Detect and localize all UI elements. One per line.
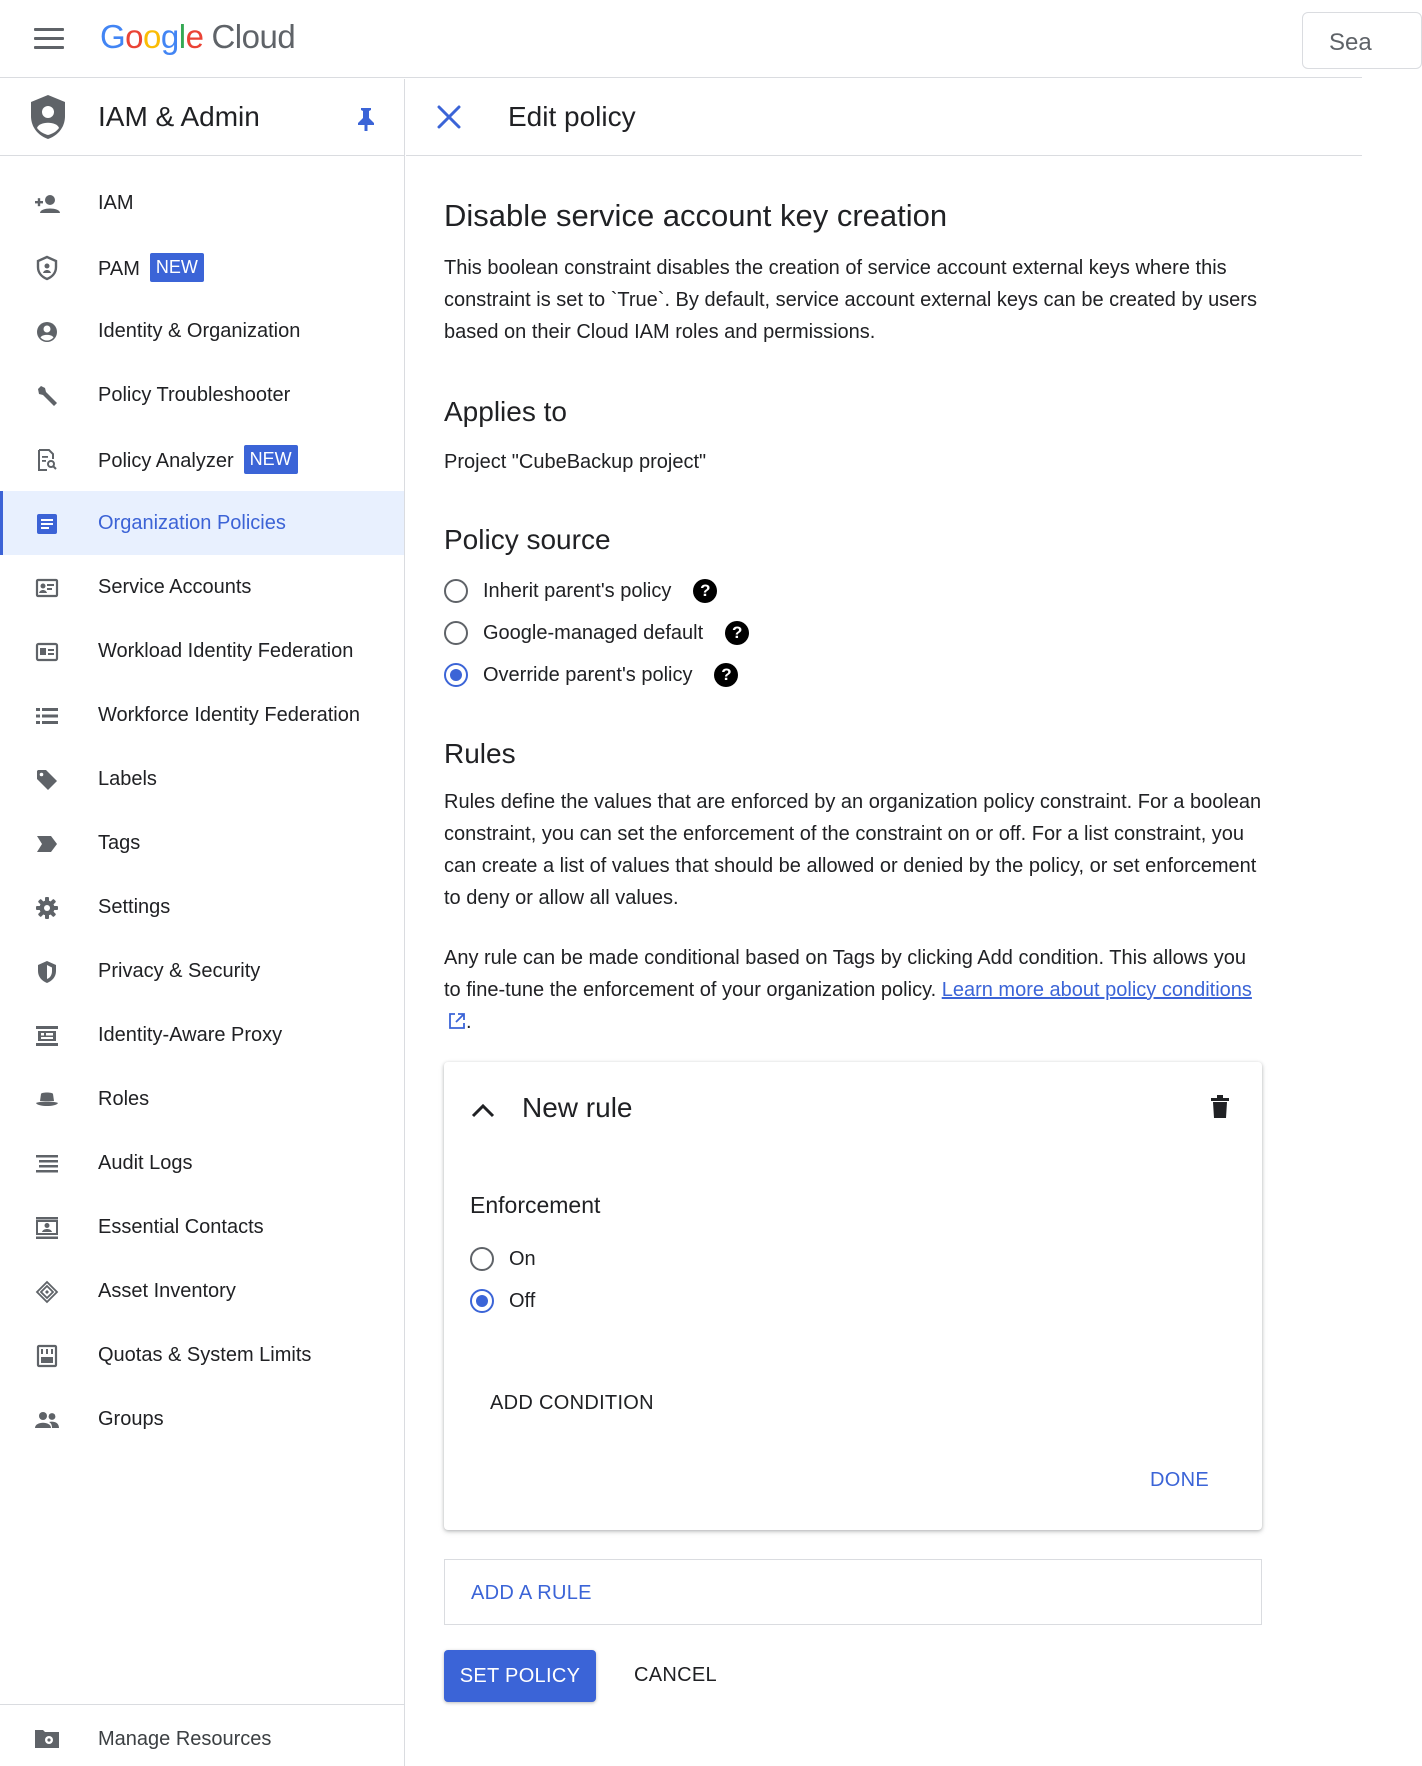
- radio-enforcement-on[interactable]: [470, 1244, 536, 1274]
- sidebar-item-label: Tags: [98, 831, 141, 854]
- applies-to-value: Project "CubeBackup project": [444, 451, 707, 473]
- layers-icon: [35, 1280, 59, 1304]
- label-icon: [35, 768, 59, 792]
- radio-button[interactable]: [444, 579, 468, 603]
- sidebar-item-label: Quotas & System Limits: [98, 1343, 312, 1366]
- quota-icon: [35, 1344, 59, 1368]
- delete-icon[interactable]: [1210, 1095, 1230, 1119]
- privacy-shield-icon: [35, 960, 59, 984]
- service-account-icon: [35, 576, 59, 600]
- done-button[interactable]: DONE: [1150, 1469, 1209, 1491]
- rules-description: Rules define the values that are enforced by an organization policy constraint. For a boolean constraint, you can set the enforcement of the constraint on or off. For a list constraint, you can create a list of values that should be allowed or denied by the policy, or set enforcement to deny or allow all values.: [444, 791, 1262, 909]
- sidebar-item-label: Service Accounts: [98, 575, 252, 598]
- lines-icon: [35, 1152, 59, 1176]
- set-policy-button[interactable]: SET POLICY: [444, 1650, 596, 1702]
- enforcement-heading: Enforcement: [470, 1192, 601, 1218]
- applies-to-heading: Applies to: [444, 396, 567, 427]
- sidebar-item-workforce-identity-federation[interactable]: [0, 683, 404, 747]
- cancel-button[interactable]: CANCEL: [634, 1664, 717, 1686]
- gear-icon: [35, 896, 59, 920]
- wrench-icon: [35, 384, 59, 408]
- id-card-icon: [35, 640, 59, 664]
- radio-label: Google-managed default: [483, 621, 704, 644]
- new-badge: NEW: [244, 445, 298, 474]
- learn-more-link-text: Learn more about policy conditions: [941, 979, 1252, 1001]
- manage-resources-label: Manage Resources: [98, 1728, 272, 1750]
- manage-resources-link[interactable]: [0, 1704, 404, 1766]
- sidebar-item-identity-organization[interactable]: [0, 299, 404, 363]
- radio-override-parent-policy[interactable]: [444, 660, 738, 690]
- radio-label: Inherit parent's policy: [483, 579, 672, 602]
- edit-policy-header: [406, 79, 1362, 156]
- sidebar-item-groups[interactable]: [0, 1387, 404, 1451]
- sidebar-item-essential-contacts[interactable]: [0, 1195, 404, 1259]
- sidebar-item-identity-aware-proxy[interactable]: [0, 1003, 404, 1067]
- sidebar-item-audit-logs[interactable]: [0, 1131, 404, 1195]
- iam-shield-icon: [28, 93, 68, 141]
- sidebar-item-label: Policy Analyzer: [98, 449, 234, 472]
- sidebar-item-label: Roles: [98, 1087, 150, 1110]
- proxy-icon: [35, 1024, 59, 1048]
- sidebar-item-service-accounts[interactable]: [0, 555, 404, 619]
- sidebar-item-label: Workload Identity Federation: [98, 639, 354, 662]
- sidebar: [0, 79, 405, 1766]
- new-badge: NEW: [150, 253, 204, 282]
- list-icon: [35, 704, 59, 728]
- add-rule-button[interactable]: ADD A RULE: [471, 1582, 592, 1604]
- sidebar-item-workload-identity-federation[interactable]: [0, 619, 404, 683]
- sidebar-item-privacy-security[interactable]: [0, 939, 404, 1003]
- sidebar-item-settings[interactable]: [0, 875, 404, 939]
- rules-heading: Rules: [444, 738, 516, 769]
- rule-title: New rule: [522, 1092, 633, 1123]
- pin-icon[interactable]: [355, 106, 377, 132]
- radio-label: Off: [509, 1289, 536, 1312]
- sidebar-item-label: Identity & Organization: [98, 319, 301, 342]
- chevron-up-icon[interactable]: [470, 1102, 496, 1118]
- sidebar-item-label: Organization Policies: [98, 511, 286, 534]
- radio-button[interactable]: [470, 1247, 494, 1271]
- add-condition-button[interactable]: ADD CONDITION: [490, 1392, 654, 1414]
- search-placeholder: Sea: [1329, 29, 1372, 56]
- document-icon: [35, 512, 59, 536]
- radio-google-managed-default[interactable]: [444, 618, 749, 648]
- conditional-text: [444, 942, 1264, 1038]
- radio-enforcement-off[interactable]: [470, 1286, 535, 1316]
- sidebar-item-label: Workforce Identity Federation: [98, 703, 360, 726]
- sidebar-item-roles[interactable]: [0, 1067, 404, 1131]
- sidebar-item-label: Asset Inventory: [98, 1279, 236, 1302]
- menu-icon[interactable]: [34, 28, 64, 50]
- sidebar-item-label: Privacy & Security: [98, 959, 261, 982]
- sidebar-item-policy-troubleshooter[interactable]: [0, 363, 404, 427]
- manage-folder-icon: [34, 1727, 60, 1749]
- sidebar-item-tags[interactable]: [0, 811, 404, 875]
- radio-button-checked[interactable]: [470, 1289, 494, 1313]
- sidebar-item-label: PAM: [98, 257, 140, 280]
- sidebar-item-pam[interactable]: [0, 235, 404, 299]
- add-rule-container: [444, 1559, 1262, 1625]
- shield-icon: [35, 256, 59, 280]
- radio-button[interactable]: [444, 621, 468, 645]
- sidebar-item-label: IAM: [98, 191, 134, 214]
- conditional-text-body: Any rule can be made conditional based on Tags by clicking Add condition. This allows you to fine-tune the enforcement of your organization policy.: [444, 947, 1246, 1001]
- policy-source-heading: Policy source: [444, 524, 611, 555]
- search-input[interactable]: [1302, 12, 1422, 69]
- group-icon: [35, 1408, 59, 1432]
- help-icon[interactable]: ?: [714, 663, 738, 687]
- radio-label: Override parent's policy: [483, 663, 693, 686]
- contact-icon: [35, 1216, 59, 1240]
- external-link-icon: [448, 1012, 466, 1030]
- sidebar-nav: [0, 171, 404, 1451]
- sidebar-item-label: Policy Troubleshooter: [98, 383, 291, 406]
- sidebar-item-asset-inventory[interactable]: [0, 1259, 404, 1323]
- add-person-icon: [35, 192, 59, 216]
- sidebar-item-label: Audit Logs: [98, 1151, 193, 1174]
- sidebar-item-quotas-system-limits[interactable]: [0, 1323, 404, 1387]
- sidebar-item-organization-policies[interactable]: [0, 491, 404, 555]
- sidebar-item-labels[interactable]: [0, 747, 404, 811]
- sidebar-item-label: Essential Contacts: [98, 1215, 264, 1238]
- radio-button-checked[interactable]: [444, 663, 468, 687]
- tag-icon: [35, 832, 59, 856]
- help-icon[interactable]: ?: [693, 579, 717, 603]
- sidebar-item-label: Labels: [98, 767, 157, 790]
- document-search-icon: [35, 448, 59, 472]
- radio-inherit-parent-policy[interactable]: [444, 576, 717, 606]
- sidebar-item-label: Groups: [98, 1407, 164, 1430]
- sidebar-title: IAM & Admin: [98, 101, 260, 132]
- radio-label: On: [509, 1247, 536, 1270]
- sidebar-item-policy-analyzer[interactable]: [0, 427, 404, 491]
- hat-icon: [35, 1088, 59, 1112]
- sidebar-header: [0, 79, 404, 156]
- account-circle-icon: [35, 320, 59, 344]
- close-icon[interactable]: [436, 104, 462, 130]
- new-rule-card: [444, 1062, 1262, 1530]
- sidebar-item-iam[interactable]: [0, 171, 404, 235]
- google-cloud-logo[interactable]: Google Cloud: [100, 18, 296, 55]
- sidebar-item-label: Identity-Aware Proxy: [98, 1023, 283, 1046]
- policy-title: Disable service account key creation: [444, 198, 948, 233]
- panel-title: Edit policy: [508, 101, 636, 132]
- period: .: [466, 1011, 472, 1033]
- top-bar: [0, 0, 1372, 78]
- sidebar-item-label: Settings: [98, 895, 171, 918]
- help-icon[interactable]: ?: [725, 621, 749, 645]
- policy-description: This boolean constraint disables the creation of service account external keys where this constraint is set to `True`. By default, service account external keys can be created by users based on their Cloud IAM roles and permissions.: [444, 257, 1257, 343]
